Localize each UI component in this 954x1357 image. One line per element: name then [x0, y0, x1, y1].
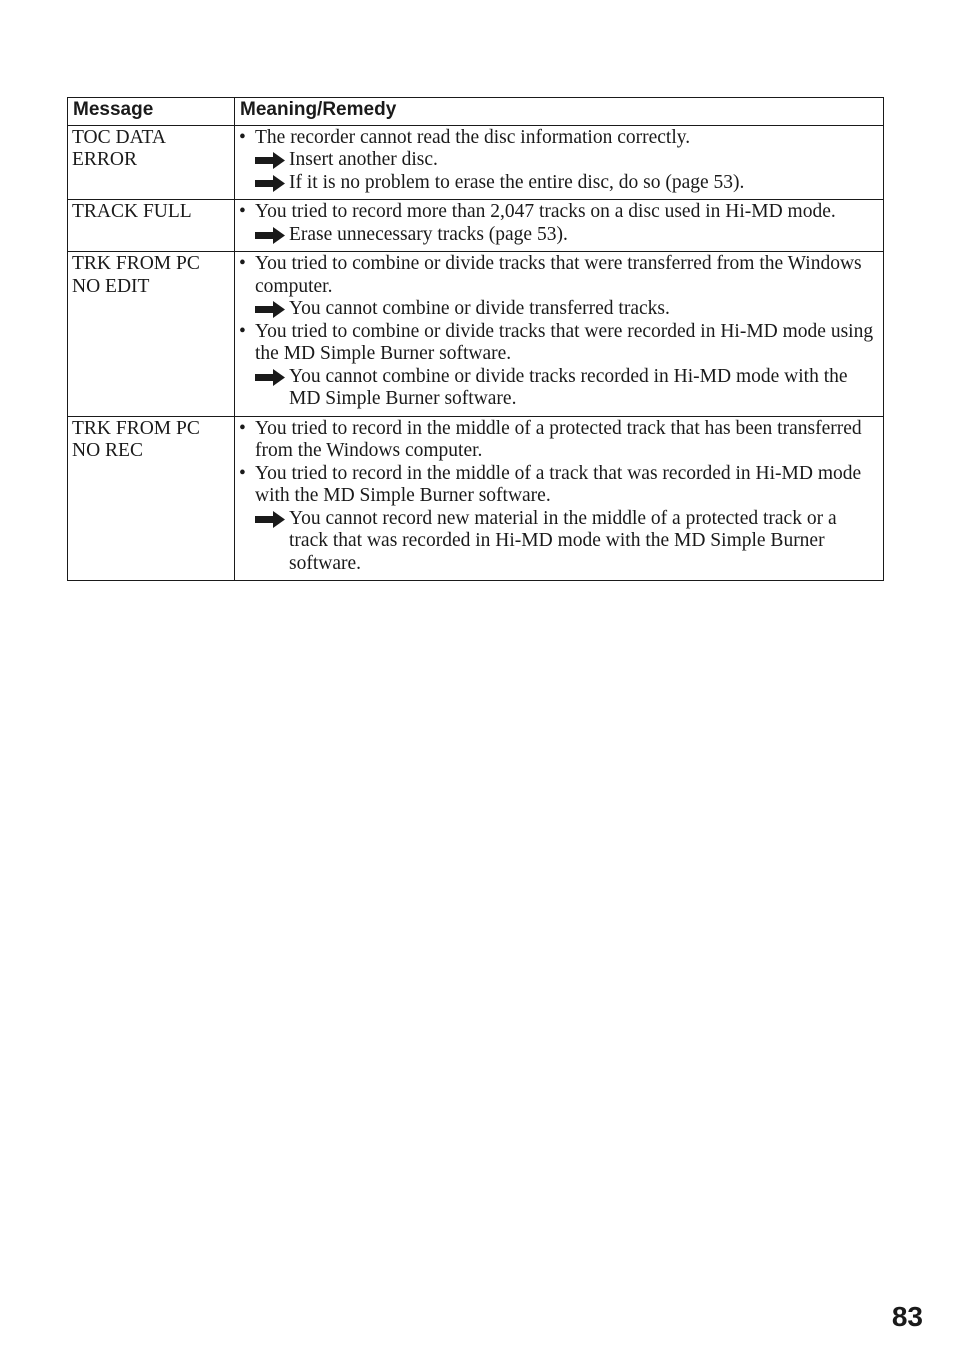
cause-item [239, 418, 879, 463]
remedy-text: You cannot combine or divide transferred tracks. [289, 298, 670, 319]
header-row [68, 98, 884, 126]
remedy-item [239, 224, 879, 247]
message-table [67, 97, 884, 581]
table-row [68, 125, 884, 200]
cause-text: You tried to combine or divide tracks that were recorded in Hi-MD mode using the MD Simple Burner software. [255, 320, 874, 364]
cause-item [239, 321, 879, 366]
bullet-marker: • [239, 126, 246, 148]
cause-text: You tried to record in the middle of a protected track that has been transferred from the Windows computer. [255, 417, 862, 461]
right-arrow-icon [255, 152, 285, 169]
meaning-cell [235, 252, 884, 417]
header-meaning-remedy: Meaning/Remedy [235, 98, 884, 126]
bullet-marker: • [239, 320, 246, 342]
remedy-item [239, 149, 879, 172]
bullet-marker: • [239, 462, 246, 484]
remedy-item [239, 366, 879, 411]
message-cell: TRACK FULL [68, 200, 235, 252]
cause-item [239, 127, 879, 150]
message-cell: TRK FROM PC NO EDIT [68, 252, 235, 417]
meaning-cell [235, 200, 884, 252]
bullet-marker: • [239, 417, 246, 439]
remedy-text: Erase unnecessary tracks (page 53). [289, 223, 568, 245]
remedy-text: You cannot combine or divide tracks recorded in Hi-MD mode with the MD Simple Burner software. [289, 365, 848, 409]
table-body [68, 125, 884, 581]
remedy-item [239, 508, 879, 576]
bullet-marker: • [239, 253, 246, 274]
table-row [68, 200, 884, 252]
table-row [68, 416, 884, 581]
cause-text: The recorder cannot read the disc information correctly. [255, 126, 691, 148]
remedy-item [239, 298, 879, 321]
remedy-text: If it is no problem to erase the entire disc, do so (page 53). [289, 171, 745, 193]
remedy-text: Insert another disc. [289, 149, 438, 170]
cause-text: You tried to record more than 2,047 tracks on a disc used in Hi-MD mode. [255, 201, 836, 222]
remedy-item [239, 172, 879, 195]
page-number: 83 [891, 1301, 923, 1332]
cause-text: You tried to combine or divide tracks that were transferred from the Windows computer. [255, 253, 862, 297]
right-arrow-icon [255, 227, 285, 244]
message-cell: TOC DATA ERROR [68, 125, 235, 200]
remedy-text: You cannot record new material in the middle of a protected track or a track that was recorded in Hi-MD mode with the MD Simple Burner software. [289, 507, 837, 574]
meaning-cell [235, 416, 884, 581]
table-row [68, 252, 884, 417]
cause-item [239, 253, 879, 298]
cause-text: You tried to record in the middle of a track that was recorded in Hi-MD mode with the MD Simple Burner software. [255, 462, 862, 506]
right-arrow-icon [255, 301, 285, 318]
cause-item [239, 463, 879, 508]
right-arrow-icon [255, 175, 285, 192]
message-cell: TRK FROM PC NO REC [68, 416, 235, 581]
header-message: Message [68, 98, 235, 126]
right-arrow-icon [255, 511, 285, 528]
bullet-marker: • [239, 201, 246, 222]
right-arrow-icon [255, 369, 285, 386]
meaning-cell [235, 125, 884, 200]
cause-item [239, 201, 879, 224]
